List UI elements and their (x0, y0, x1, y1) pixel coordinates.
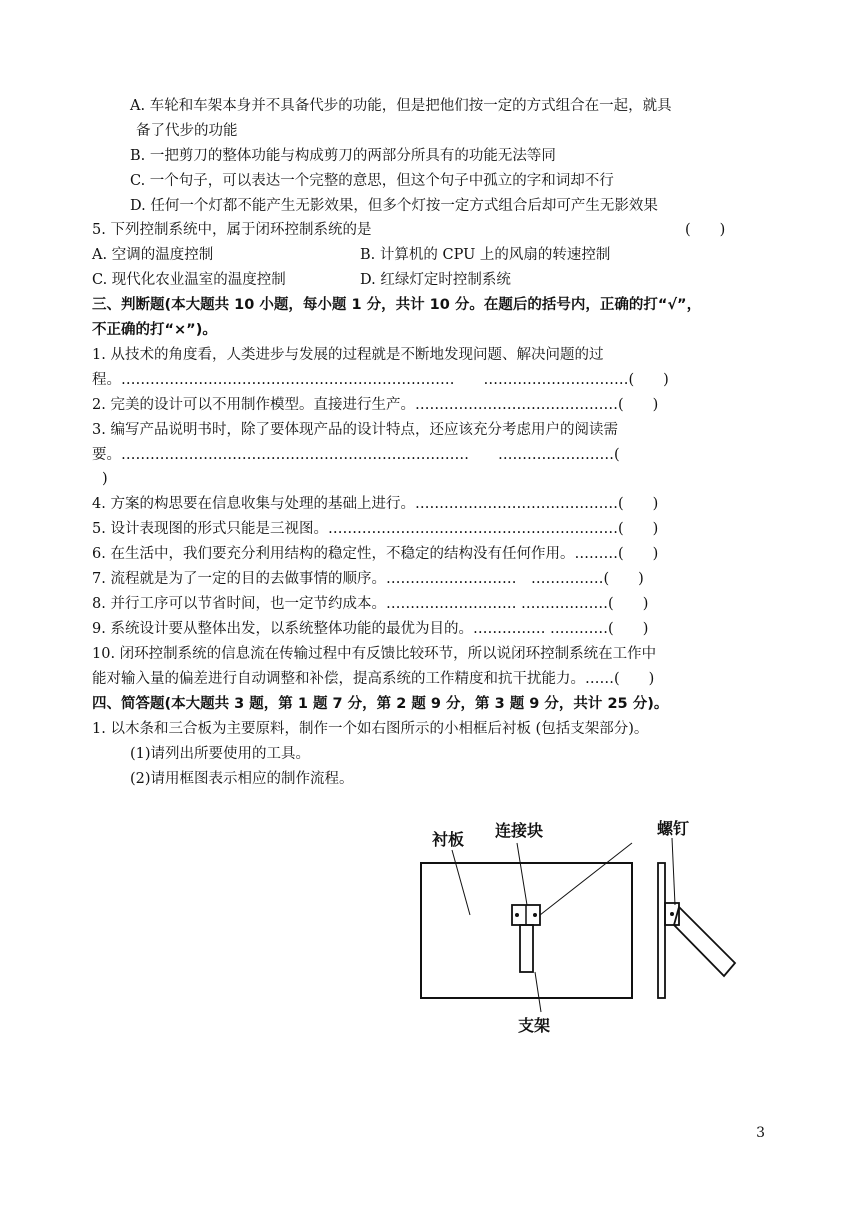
judge-q4: 4. 方案的构思要在信息收集与处理的基础上进行。……………………………………( ) (92, 496, 659, 512)
judge-q3-line2: 要。……………………………………………………………… ……………………( (92, 447, 620, 463)
judge-q5: 5. 设计表现图的形式只能是三视图。……………………………………………………( ) (92, 521, 659, 537)
judge-q8: 8. 并行工序可以节省时间，也一定节约成本。……………………… ………………( ) (92, 596, 649, 612)
short-q1-sub1: (1)请列出所要使用的工具。 (130, 746, 311, 762)
judge-q10-line2: 能对输入量的偏差进行自动调整和补偿，提高系统的工作精度和抗干扰能力。……( ) (92, 671, 655, 687)
q4-option-d: D. 任何一个灯都不能产生无影效果，但多个灯按一定方式组合后却可产生无影效果 (130, 198, 658, 214)
section3-title-line1: 三、判断题(本大题共 10 小题，每小题 1 分，共计 10 分。在题后的括号内，正确的打“√”， (92, 297, 702, 313)
short-q1: 1. 以木条和三合板为主要原料，制作一个如右图所示的小相框后衬板 (包括支架部分)。 (92, 721, 649, 737)
side-view-board (658, 863, 665, 998)
q4-option-a-line2: 备了代步的功能 (136, 123, 238, 139)
q5-option-d: D. 红绿灯定时控制系统 (360, 272, 511, 288)
judge-q10-line1: 10. 闭环控制系统的信息流在传输过程中有反馈比较环节，所以说闭环控制系统在工作中 (92, 646, 657, 662)
page-number: 3 (756, 1125, 765, 1141)
q5-stem: 5. 下列控制系统中，属于闭环控制系统的是 (92, 222, 372, 238)
backboard-outline (421, 863, 632, 998)
q5-paren: ( ) (685, 222, 726, 238)
q4-option-c: C. 一个句子，可以表达一个完整的意思，但这个句子中孤立的字和词却不行 (130, 173, 614, 189)
label-screw: 螺钉 (657, 819, 690, 838)
judge-q2: 2. 完美的设计可以不用制作模型。直接进行生产。……………………………………( ) (92, 397, 659, 413)
judge-q1-line1: 1. 从技术的角度看，人类进步与发展的过程就是不断地发现问题、解决问题的过 (92, 347, 604, 363)
q5-option-b: B. 计算机的 CPU 上的风扇的转速控制 (360, 247, 611, 263)
label-backboard: 衬板 (432, 830, 465, 849)
judge-q1-line2: 程。…………………………………………………………… …………………………( ) (92, 372, 669, 388)
stand-bar (520, 925, 533, 972)
short-q1-sub2: (2)请用框图表示相应的制作流程。 (130, 771, 354, 787)
judge-q3-line3: ) (102, 471, 108, 487)
judge-q3-line1: 3. 编写产品说明书时，除了要体现产品的设计特点，还应该充分考虑用户的阅读需 (92, 422, 618, 438)
label-connecting-block: 连接块 (495, 821, 544, 840)
judge-q6: 6. 在生活中，我们要充分利用结构的稳定性，不稳定的结构没有任何作用。………( ) (92, 546, 659, 562)
q4-option-a-line1: A. 车轮和车架本身并不具备代步的功能，但是把他们按一定的方式组合在一起，就具 (130, 98, 672, 114)
q4-option-b: B. 一把剪刀的整体功能与构成剪刀的两部分所具有的功能无法等同 (130, 148, 556, 164)
side-view-stand (674, 907, 735, 976)
q5-option-c: C. 现代化农业温室的温度控制 (92, 272, 286, 288)
judge-q7: 7. 流程就是为了一定的目的去做事情的顺序。……………………… ……………( ) (92, 571, 644, 587)
section3-title-line2: 不正确的打“×”)。 (92, 322, 217, 338)
q5-option-a: A. 空调的温度控制 (92, 247, 214, 263)
section4-title: 四、简答题(本大题共 3 题，第 1 题 7 分，第 2 题 9 分，第 3 题 9 分，共计 25 分)。 (92, 696, 669, 712)
judge-q9: 9. 系统设计要从整体出发，以系统整体功能的最优为目的。…………… …………( ) (92, 621, 649, 637)
label-stand: 支架 (518, 1016, 551, 1035)
